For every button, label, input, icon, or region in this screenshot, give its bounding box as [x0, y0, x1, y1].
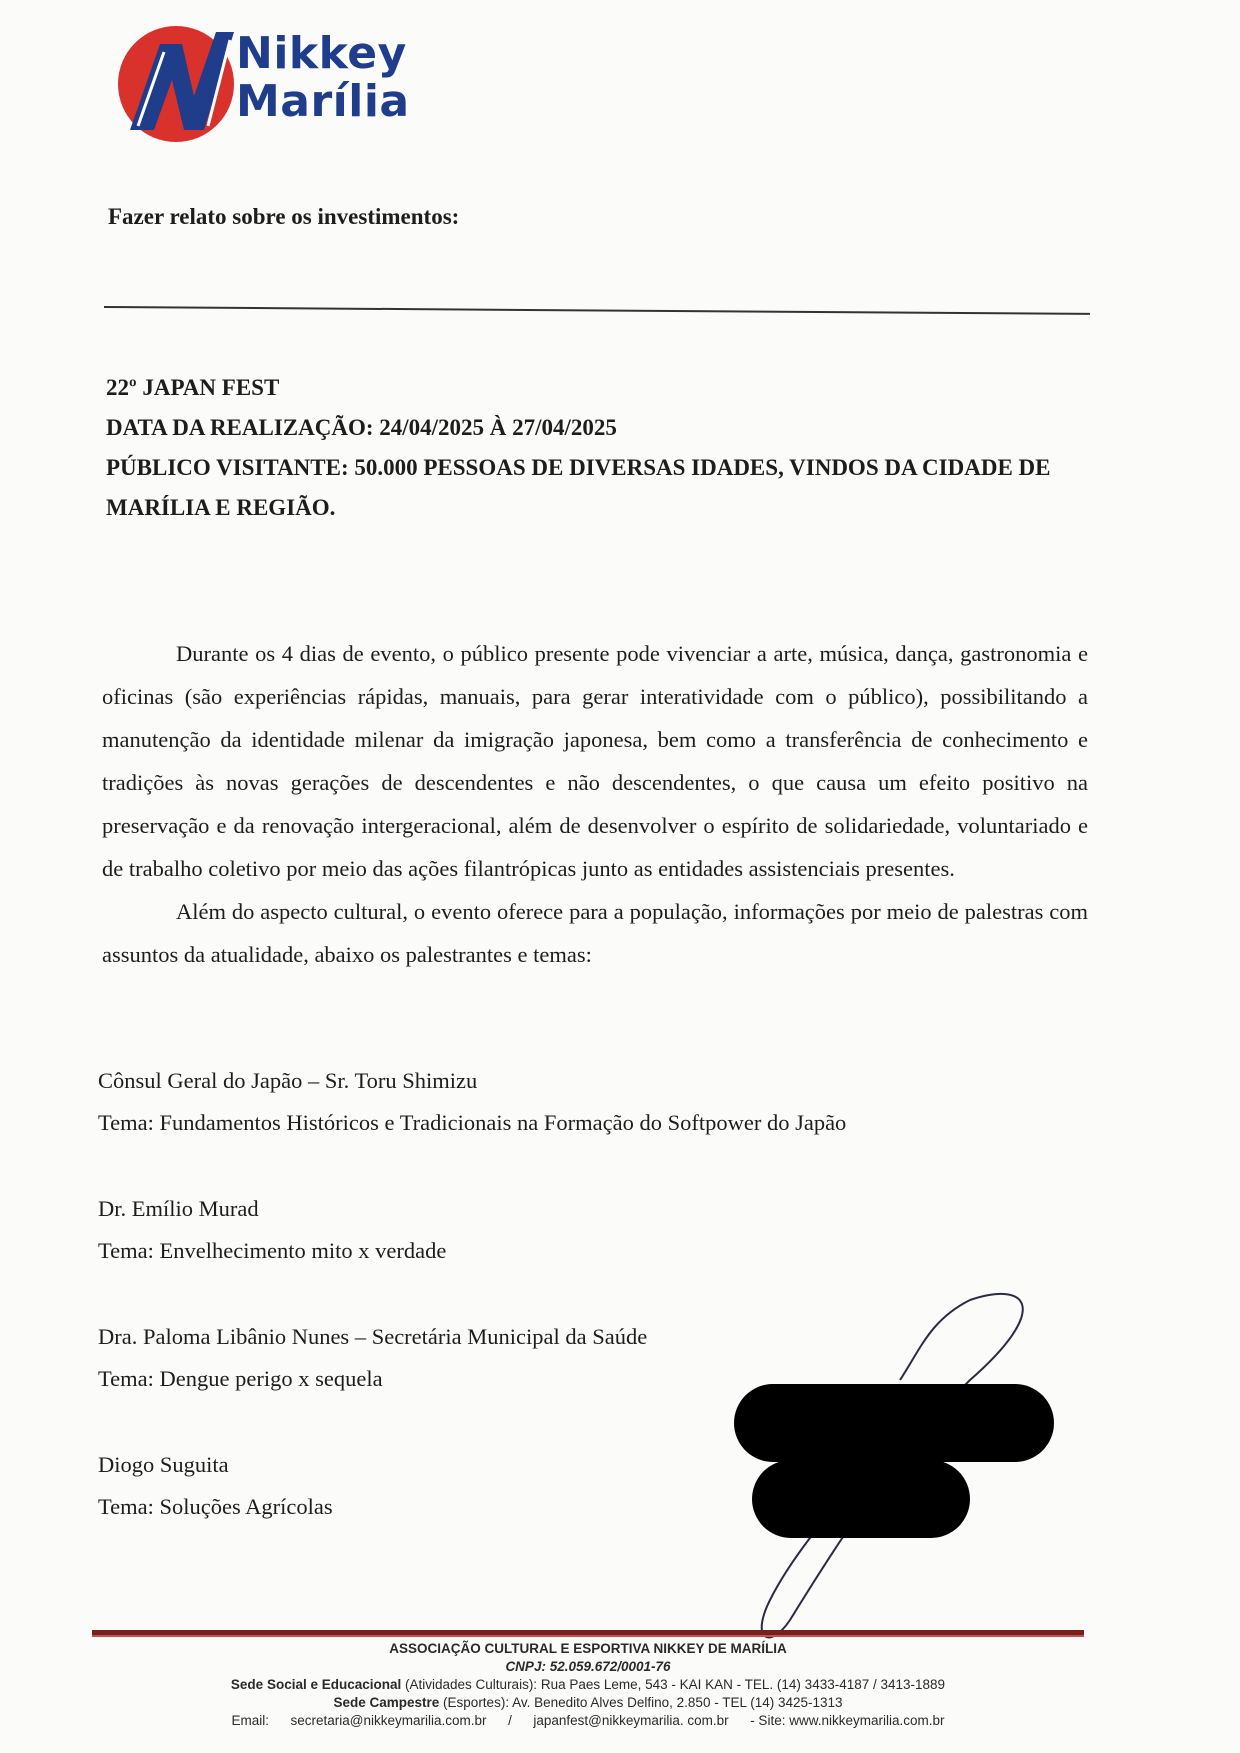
speaker-theme: Tema: Soluções Agrícolas: [98, 1494, 333, 1519]
report-body: [102, 632, 1088, 976]
event-audience: PÚBLICO VISITANTE: 50.000 PESSOAS DE DIVERSAS IDADES, VINDOS DA CIDADE DE MARÍLIA E REGIÃO.: [106, 455, 1051, 520]
footer-social-label: Sede Social e Educacional: [230, 1677, 402, 1692]
logo-wordmark: [236, 30, 410, 126]
logo-line-2: Marília: [236, 76, 410, 127]
footer-email-2[interactable]: japanfest@nikkeymarilia. com.br: [533, 1713, 729, 1728]
event-name: 22º JAPAN FEST: [106, 375, 280, 400]
footer-social-detail: (Atividades Culturais): Rua Paes Leme, 543 - KAI KAN - TEL. (14) 3433-4187 / 3413-1889: [405, 1677, 946, 1692]
blank-answer-line: [104, 306, 1090, 315]
footer-campestre-label: Sede Campestre: [333, 1695, 440, 1710]
body-paragraph-2: Além do aspecto cultural, o evento oferece para a população, informações por meio de palestras com assuntos da atualidade, abaixo os palestrantes e temas:: [102, 899, 1088, 967]
redaction-block: [752, 1460, 970, 1538]
footer-site-link[interactable]: www.nikkeymarilia.com.br: [789, 1713, 945, 1728]
event-summary: [106, 368, 1096, 528]
footer-separator: /: [508, 1713, 512, 1728]
speaker-entry: [98, 1060, 846, 1144]
redaction-block: [734, 1384, 1054, 1462]
intro-heading: Fazer relato sobre os investimentos:: [108, 204, 460, 229]
footer-email-1[interactable]: secretaria@nikkeymarilia.com.br: [290, 1713, 487, 1728]
footer-social-line: [92, 1676, 1084, 1694]
speaker-name: Dra. Paloma Libânio Nunes – Secretária Municipal da Saúde: [98, 1324, 648, 1349]
logo-line-1: Nikkey: [236, 28, 407, 79]
footer-email-label: Email:: [231, 1713, 269, 1728]
body-paragraph-1: Durante os 4 dias de evento, o público presente pode vivenciar a arte, música, dança, gastronomia e oficinas (são experiências rápidas, manuais, para gerar interatividade com o público), possibilitando a manutenção da identidade milenar da imigração japonesa, bem como a transferência de conhecimento e tradições às novas gerações de descendentes e não descendentes, o que causa um efeito positivo na preservação e da renovação intergeracional, além de desenvolver o espírito de solidariedade, voluntariado e de trabalho coletivo por meio das ações filantrópicas junto as entidades assistenciais presentes.: [102, 641, 1088, 881]
speaker-theme: Tema: Dengue perigo x sequela: [98, 1366, 383, 1391]
speaker-name: Diogo Suguita: [98, 1452, 229, 1477]
footer-site-label: - Site:: [750, 1713, 786, 1728]
footer-cnpj: CNPJ: 52.059.672/0001-76: [505, 1659, 671, 1674]
event-date: DATA DA REALIZAÇÃO: 24/04/2025 À 27/04/2025: [106, 415, 617, 440]
speaker-theme: Tema: Fundamentos Históricos e Tradicionais na Formação do Softpower do Japão: [98, 1110, 847, 1135]
speaker-theme: Tema: Envelhecimento mito x verdade: [98, 1238, 447, 1263]
speaker-name: Cônsul Geral do Japão – Sr. Toru Shimizu: [98, 1068, 478, 1093]
footer-divider: [92, 1630, 1084, 1635]
footer-campestre-detail: (Esportes): Av. Benedito Alves Delfino, 2.850 - TEL (14) 3425-1313: [443, 1695, 843, 1710]
footer-org: ASSOCIAÇÃO CULTURAL E ESPORTIVA NIKKEY DE MARÍLIA: [389, 1641, 787, 1656]
footer-contact-line: [92, 1712, 1084, 1730]
speaker-name: Dr. Emílio Murad: [98, 1196, 259, 1221]
footer-campestre-line: [92, 1694, 1084, 1712]
speaker-entry: [98, 1188, 846, 1272]
letterhead-footer: [92, 1640, 1084, 1730]
